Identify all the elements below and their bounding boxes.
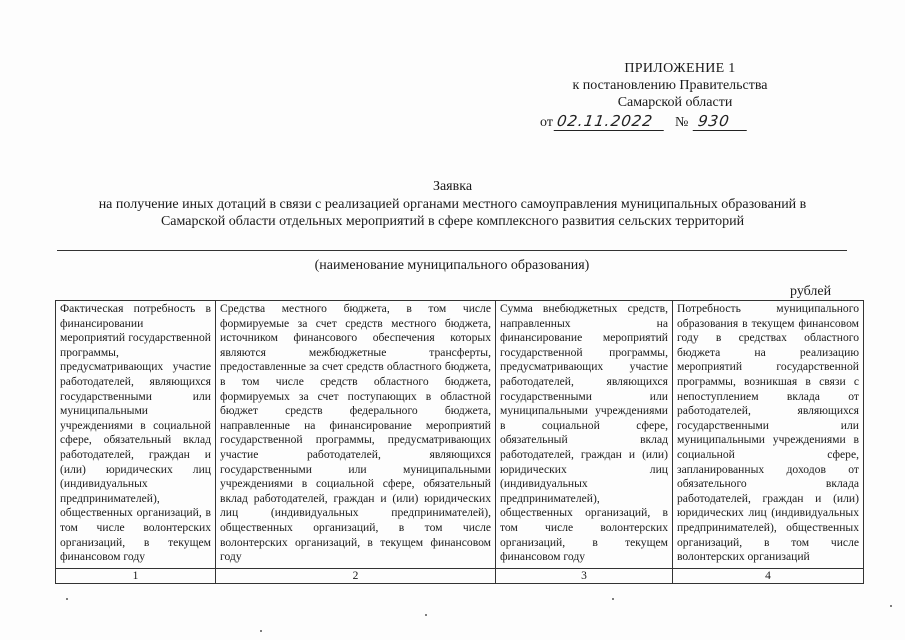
column-number-1: 1 xyxy=(56,569,216,584)
scan-speck xyxy=(612,598,614,600)
scan-speck xyxy=(890,605,892,607)
application-table xyxy=(55,300,864,584)
appendix-region-line: Самарской области xyxy=(617,95,733,110)
document-title: Заявка xyxy=(432,179,473,194)
column-header-1: Фактическая потребность в финансировании мероприятий государственной программы, предусматривающих участие работодателей, являющихся государственными или муниципальными учреждениями в социальной сфере, обязательный вклад работодателей, граждан и (или) юридических лиц (индивидуальных предпринимателей), общественных организаций, в том числе волонтерских организаций, в текущем финансовом году xyxy=(56,301,216,569)
decree-reference xyxy=(540,111,748,131)
column-number-4: 4 xyxy=(673,569,864,584)
appendix-title: ПРИЛОЖЕНИЕ 1 xyxy=(624,61,736,76)
column-header-3: Сумма внебюджетных средств, направленных на финансирование мероприятий государственной программы, предусматривающих участие работодателей, являющихся государственными или муниципальными учреждениями в социальной сфере, обязательный вклад работодателей, граждан и (или) юридических лиц (индивидуальных предпринимателей), общественных организаций, в том числе волонтерских организаций, в текущем финансовом году xyxy=(496,301,673,569)
municipality-fill-line xyxy=(57,250,847,251)
column-number-3: 3 xyxy=(496,569,673,584)
scan-speck xyxy=(66,598,68,600)
scan-speck xyxy=(260,630,262,632)
table-number-row xyxy=(56,569,864,584)
decree-number-label: № xyxy=(674,115,689,130)
currency-units: рублей xyxy=(790,284,832,299)
document-subtitle-line-2: Самарской области отдельных мероприятий в сфере комплексного развития сельских территорий xyxy=(160,214,745,229)
column-header-2: Средства местного бюджета, в том числе формируемые за счет средств местного бюджета, источником финансового обеспечения которых являются межбюджетные трансферты, предоставленные за счет средств областного бюджета, в том числе средств областного бюджета, формируемых за счет поступающих в областной бюджет средств федерального бюджета, направленные на финансирование мероприятий государственной программы, предусматривающих участие работодателей, являющихся государственными или муниципальными учреждениями в социальной сфере, обязательный вклад работодателей, граждан и (или) юридических лиц (индивидуальных предпринимателей), общественных организаций, в том числе волонтерских организаций, в текущем финансовом году xyxy=(216,301,496,569)
scan-speck xyxy=(425,614,427,616)
decree-date-handwritten: 02.11.2022 xyxy=(554,112,667,131)
table-header-row xyxy=(56,301,864,569)
municipality-caption: (наименование муниципального образования) xyxy=(314,258,590,273)
document-subtitle-line-1: на получение иных дотаций в связи с реализацией органами местного самоуправления муниципальных образований в xyxy=(98,197,807,212)
column-header-4: Потребность муниципального образования в текущем финансовом году в средствах областного бюджета на реализацию мероприятий государственной программы, возникшая в связи с непоступлением вклада от работодателей, являющихся государственными или муниципальными учреждениями в социальной сфере, запланированных доходов от обязательного вклада работодателей, граждан и (или) юридических лиц (индивидуальных предпринимателей), общественных организаций, в том числе волонтерских организаций xyxy=(673,301,864,569)
appendix-government-line: к постановлению Правительства xyxy=(572,78,768,93)
decree-from-label: от xyxy=(540,115,553,130)
column-number-2: 2 xyxy=(216,569,496,584)
appendix-header xyxy=(530,60,790,111)
decree-number-handwritten: 930 xyxy=(693,112,750,131)
document-heading xyxy=(40,178,865,230)
